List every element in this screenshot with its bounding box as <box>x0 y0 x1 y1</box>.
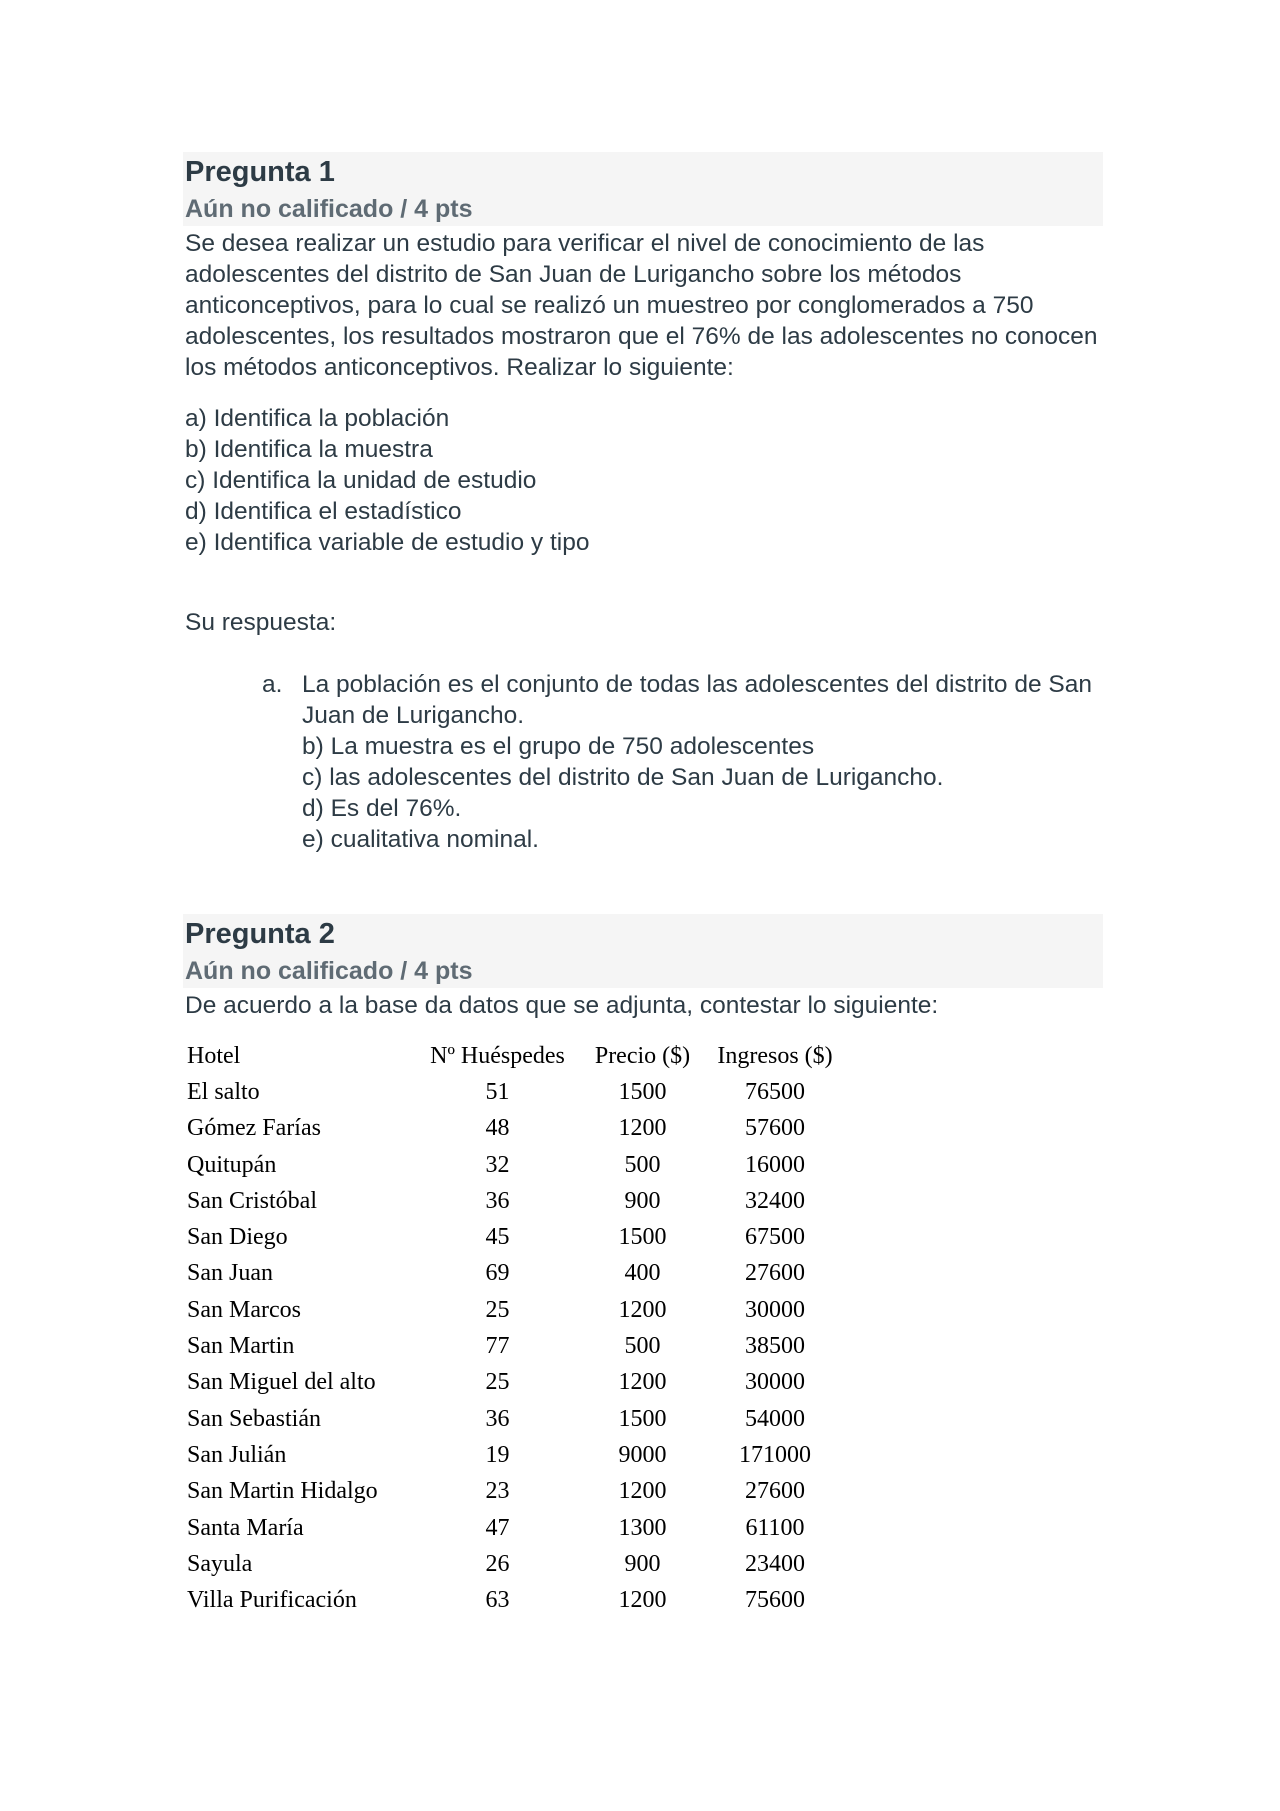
cell-guests: 69 <box>485 1260 510 1287</box>
cell-income: 61100 <box>745 1514 805 1541</box>
cell-price: 400 <box>624 1260 661 1287</box>
table-row <box>183 1474 845 1510</box>
question-2-header <box>183 914 1103 988</box>
question-2-title: Pregunta 2 <box>185 918 335 950</box>
cell-price: 1500 <box>618 1078 667 1105</box>
cell-price: 1500 <box>618 1224 667 1251</box>
cell-income: 54000 <box>745 1405 805 1432</box>
cell-income: 32400 <box>745 1187 805 1214</box>
cell-price: 1200 <box>618 1296 667 1323</box>
table-row <box>183 1437 845 1473</box>
cell-hotel: Quitupán <box>187 1151 277 1178</box>
answer-list-body <box>302 669 1102 855</box>
table-row <box>183 1292 845 1328</box>
cell-price: 500 <box>624 1333 661 1360</box>
cell-guests: 36 <box>485 1187 510 1214</box>
answer-label: Su respuesta: <box>185 609 337 636</box>
cell-hotel: Gómez Farías <box>187 1115 321 1142</box>
table-row <box>183 1328 845 1364</box>
table-row <box>183 1510 845 1546</box>
table-body <box>183 1074 845 1618</box>
cell-hotel: San Juan <box>187 1260 273 1287</box>
cell-guests: 77 <box>485 1333 510 1360</box>
question-1-item: c) Identifica la unidad de estudio <box>185 467 537 494</box>
question-1-points: Aún no calificado / 4 pts <box>185 195 473 223</box>
cell-hotel: San Marcos <box>187 1296 301 1323</box>
question-2-statement-block <box>185 990 1105 1021</box>
question-1-item: a) Identifica la población <box>185 405 450 432</box>
cell-hotel: Santa María <box>187 1514 304 1541</box>
cell-price: 1200 <box>618 1478 667 1505</box>
cell-income: 27600 <box>745 1260 805 1287</box>
question-1-statement-block <box>185 228 1105 383</box>
cell-guests: 45 <box>485 1224 510 1251</box>
cell-price: 1300 <box>618 1514 667 1541</box>
column-header-guests: Nº Huéspedes <box>430 1042 565 1069</box>
cell-income: 30000 <box>745 1369 805 1396</box>
column-header-hotel: Hotel <box>187 1042 241 1069</box>
cell-hotel: San Cristóbal <box>187 1187 317 1214</box>
cell-hotel: San Sebastián <box>187 1405 321 1432</box>
table-row <box>183 1582 845 1618</box>
cell-price: 1200 <box>618 1369 667 1396</box>
cell-income: 67500 <box>745 1224 805 1251</box>
cell-price: 9000 <box>618 1441 667 1468</box>
cell-income: 171000 <box>739 1441 811 1468</box>
table-row <box>183 1365 845 1401</box>
cell-price: 900 <box>624 1187 661 1214</box>
cell-guests: 36 <box>485 1405 510 1432</box>
question-1-items <box>185 403 1105 558</box>
cell-hotel: San Martin Hidalgo <box>187 1478 378 1505</box>
question-1-item: e) Identifica variable de estudio y tipo <box>185 529 590 556</box>
cell-guests: 26 <box>485 1550 510 1577</box>
cell-income: 76500 <box>745 1078 805 1105</box>
table-row <box>183 1147 845 1183</box>
table-row <box>183 1183 845 1219</box>
answer-line: e) cualitativa nominal. <box>302 826 539 853</box>
cell-hotel: Villa Purificación <box>187 1587 357 1614</box>
answer-line: b) La muestra es el grupo de 750 adolescentes <box>302 733 815 760</box>
cell-income: 38500 <box>745 1333 805 1360</box>
cell-hotel: El salto <box>187 1078 260 1105</box>
question-1-header <box>183 152 1103 226</box>
cell-guests: 23 <box>485 1478 510 1505</box>
table-row <box>183 1256 845 1292</box>
cell-income: 16000 <box>745 1151 805 1178</box>
answer-line: d) Es del 76%. <box>302 795 462 822</box>
cell-price: 500 <box>624 1151 661 1178</box>
question-2-points: Aún no calificado / 4 pts <box>185 957 473 985</box>
cell-guests: 32 <box>485 1151 510 1178</box>
cell-income: 57600 <box>745 1115 805 1142</box>
cell-guests: 51 <box>485 1078 510 1105</box>
table-row <box>183 1401 845 1437</box>
table-row <box>183 1219 845 1255</box>
answer-list-marker: a. <box>262 671 283 698</box>
answer-line: La población es el conjunto de todas las adolescentes del distrito de San Juan de Lurigancho. <box>302 671 1092 729</box>
question-1-title: Pregunta 1 <box>185 156 335 188</box>
answer-line: c) las adolescentes del distrito de San Juan de Lurigancho. <box>302 764 944 791</box>
column-header-price: Precio ($) <box>594 1042 691 1069</box>
table-header-row <box>183 1038 845 1074</box>
cell-guests: 47 <box>485 1514 510 1541</box>
question-2-statement: De acuerdo a la base da datos que se adjunta, contestar lo siguiente: <box>185 992 939 1019</box>
cell-hotel: San Julián <box>187 1441 287 1468</box>
table-row <box>183 1546 845 1582</box>
hotel-data-table <box>183 1038 845 1619</box>
cell-income: 75600 <box>745 1587 805 1614</box>
table-row <box>183 1074 845 1110</box>
column-header-income: Ingresos ($) <box>717 1042 833 1069</box>
cell-price: 1200 <box>618 1587 667 1614</box>
answer-list <box>262 669 1102 855</box>
cell-hotel: San Diego <box>187 1224 288 1251</box>
cell-guests: 25 <box>485 1369 510 1396</box>
cell-price: 900 <box>624 1550 661 1577</box>
cell-guests: 19 <box>485 1441 510 1468</box>
cell-guests: 48 <box>485 1115 510 1142</box>
cell-income: 30000 <box>745 1296 805 1323</box>
cell-income: 23400 <box>745 1550 805 1577</box>
cell-price: 1500 <box>618 1405 667 1432</box>
question-1-item: b) Identifica la muestra <box>185 436 433 463</box>
question-1-item: d) Identifica el estadístico <box>185 498 462 525</box>
cell-guests: 63 <box>485 1587 510 1614</box>
answer-label-block <box>185 607 1105 638</box>
cell-hotel: Sayula <box>187 1550 253 1577</box>
cell-hotel: San Martin <box>187 1333 295 1360</box>
cell-income: 27600 <box>745 1478 805 1505</box>
cell-hotel: San Miguel del alto <box>187 1369 376 1396</box>
table-row <box>183 1111 845 1147</box>
cell-guests: 25 <box>485 1296 510 1323</box>
cell-price: 1200 <box>618 1115 667 1142</box>
question-1-statement: Se desea realizar un estudio para verificar el nivel de conocimiento de las adolescentes del distrito de San Juan de Lurigancho sobre los métodos anticonceptivos, para lo cual se realizó un muestreo por conglomerados a 750 adolescentes, los resultados mostraron que el 76% de las adolescentes no conocen los métodos anticonceptivos. Realizar lo siguiente: <box>185 230 1098 381</box>
